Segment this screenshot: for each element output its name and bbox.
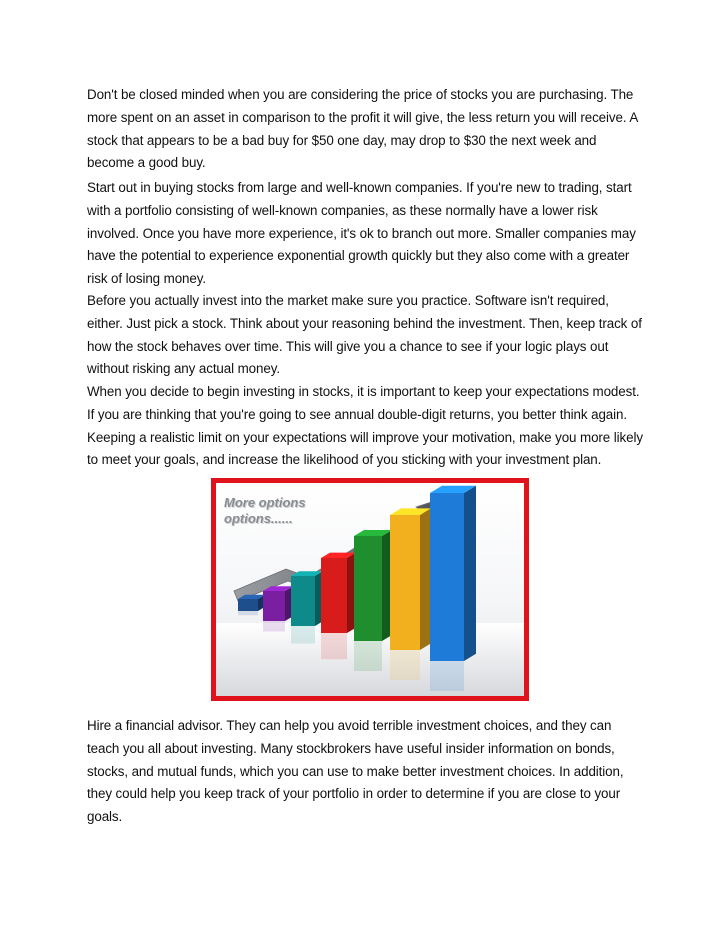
caption-line-1: More options xyxy=(224,495,306,510)
paragraph-expectations: When you decide to begin investing in stocks, it is important to keep your expectations modest. If you are thinking that you're going to see annual double-digit returns, you better think again. Keeping a realistic limit on your expectations will improve your motivation, make you more likely to meet your goals, and increase the likelihood of you sticking with your investment plan. xyxy=(87,384,643,468)
caption-line-2: options...... xyxy=(224,511,293,526)
paragraph-stock-price: Don't be closed minded when you are considering the price of stocks you are purchasing. The more spent on an asset in comparison to the profit it will give, the less return you will receive. A stock that appears to be a bad buy for $50 one day, may drop to $30 the next week and become a good buy. xyxy=(87,87,638,171)
bar-1 xyxy=(238,595,265,615)
figure-caption xyxy=(224,495,306,527)
illustration-growth-bars xyxy=(211,478,529,701)
paragraph-practice: Before you actually invest into the market make sure you practice. Software isn't required, either. Just pick a stock. Think about your reasoning behind the investment. Then, keep track of how the stock behaves over time. This will give you a chance to see if your logic plays out without risking any actual money. xyxy=(87,293,642,377)
paragraph-well-known-companies: Start out in buying stocks from large and well-known companies. If you're new to trading, start with a portfolio consisting of well-known companies, as these normally have a lower risk involved. Once you have more experience, it's ok to branch out more. Smaller companies may have the potential to experience exponential growth quickly but they also come with a greater risk of losing money. xyxy=(87,180,636,287)
paragraph-financial-advisor: Hire a financial advisor. They can help you avoid terrible investment choices, and they can teach you all about investing. Many stockbrokers have useful insider information on bonds, stocks, and mutual funds, which you can use to make better investment choices. In addition, they could help you keep track of your portfolio in order to determine if you are close to your goals. xyxy=(87,718,624,825)
